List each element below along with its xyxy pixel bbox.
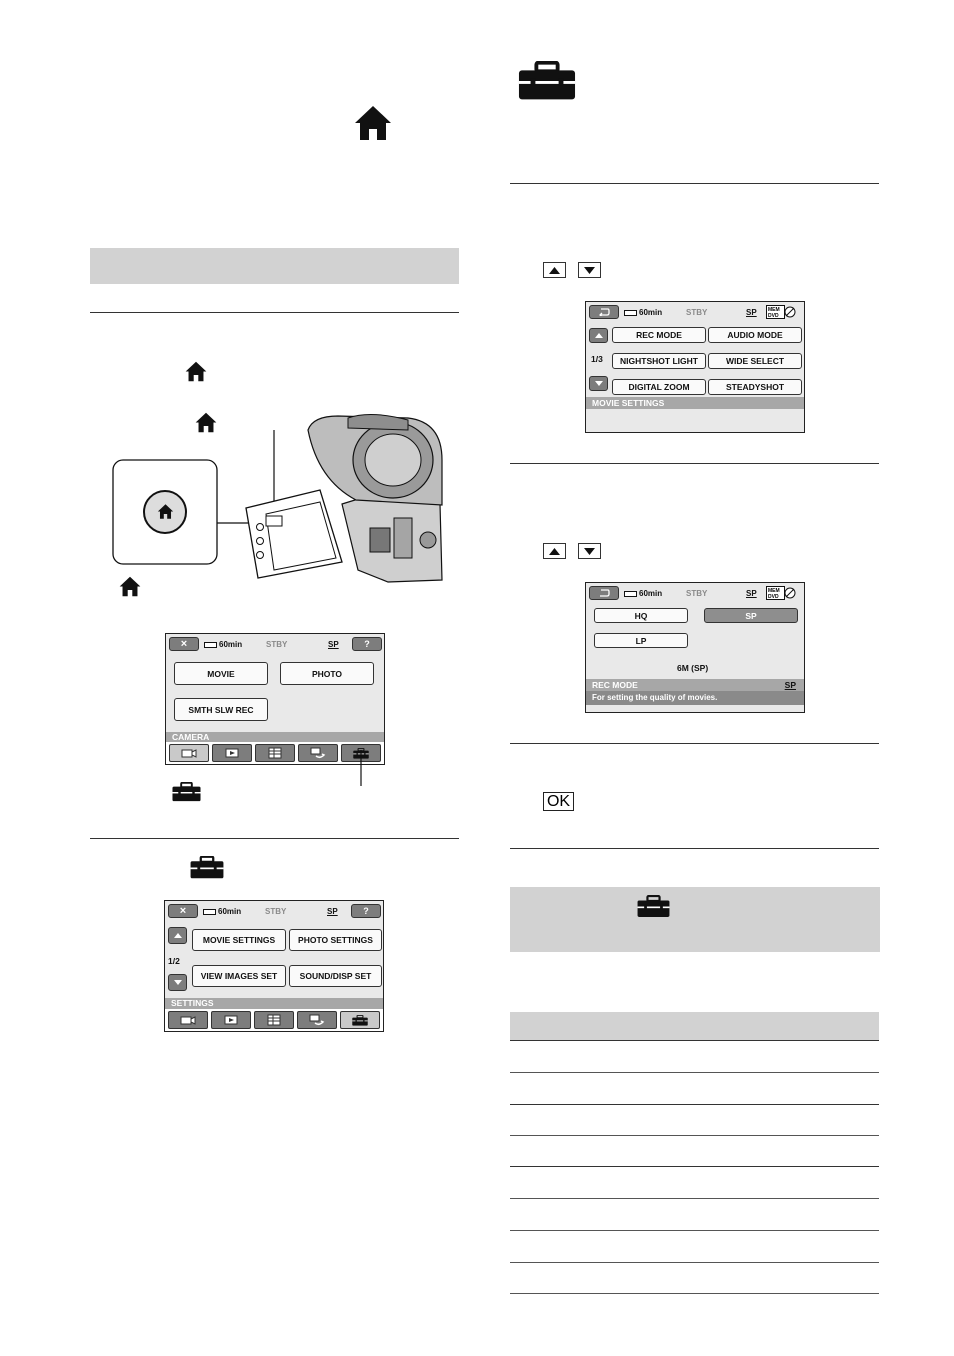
- table-header: [510, 1012, 879, 1040]
- menu-item-view-images-set[interactable]: VIEW IMAGES SET: [192, 965, 286, 987]
- svg-text:DVD: DVD: [768, 594, 779, 600]
- menu-item-movie-settings[interactable]: MOVIE SETTINGS: [192, 929, 286, 951]
- option-sp[interactable]: SP: [704, 608, 798, 623]
- menu-item-audio-mode[interactable]: AUDIO MODE: [708, 327, 802, 343]
- divider: [510, 183, 879, 184]
- menu-item-movie[interactable]: MOVIE: [174, 662, 268, 685]
- ok-button[interactable]: OK: [543, 792, 574, 811]
- tab-settings[interactable]: [340, 1011, 380, 1029]
- table-rule: [510, 1135, 879, 1136]
- up-arrow-icon: [549, 548, 560, 555]
- menu-item-photo[interactable]: PHOTO: [280, 662, 374, 685]
- section-header: [90, 248, 459, 284]
- toolbox-icon: [637, 895, 670, 918]
- divider: [90, 312, 459, 313]
- category-label: SETTINGS: [165, 998, 383, 1009]
- scroll-up-button[interactable]: [589, 328, 608, 343]
- menu-item-wide-select[interactable]: WIDE SELECT: [708, 353, 802, 369]
- tab-camera[interactable]: [168, 1011, 208, 1029]
- category-tabs: [166, 742, 384, 764]
- rec-mode-value: 6M (SP): [677, 663, 709, 673]
- page-indicator: 1/2: [168, 956, 180, 966]
- divider: [510, 848, 879, 849]
- home-menu-screen: [165, 633, 385, 765]
- scroll-down-button[interactable]: [168, 974, 187, 991]
- category-tabs: [165, 1009, 383, 1031]
- down-button[interactable]: [578, 262, 601, 278]
- rec-mode-description: For setting the quality of movies.: [586, 691, 804, 705]
- table-rule: [510, 1166, 879, 1167]
- close-button[interactable]: ×: [169, 637, 199, 651]
- menu-item-photo-settings[interactable]: PHOTO SETTINGS: [289, 929, 382, 951]
- up-button[interactable]: [543, 262, 566, 278]
- battery-icon: [203, 909, 217, 915]
- toolbox-icon: [518, 61, 576, 101]
- divider: [510, 463, 879, 464]
- tab-manage-media[interactable]: [298, 744, 338, 762]
- table-rule: [510, 1040, 879, 1041]
- menu-item-rec-mode[interactable]: REC MODE: [612, 327, 706, 343]
- section-header: [510, 887, 880, 952]
- divider: [90, 838, 459, 839]
- battery-time: 60min: [639, 308, 663, 317]
- back-button[interactable]: [589, 305, 619, 319]
- divider: [510, 743, 879, 744]
- home-icon: [118, 575, 142, 598]
- table-rule: [510, 1198, 879, 1199]
- menu-item-nightshot-light[interactable]: NIGHTSHOT LIGHT: [612, 353, 706, 369]
- tab-other[interactable]: [254, 1011, 294, 1029]
- rec-mode-badge: SP: [327, 907, 338, 916]
- table-rule: [510, 1072, 879, 1073]
- svg-text:DVD: DVD: [768, 313, 779, 319]
- battery-time: 60min: [639, 589, 663, 598]
- callout-line: [358, 750, 364, 786]
- home-icon: [184, 360, 208, 383]
- help-button[interactable]: ?: [352, 637, 382, 651]
- down-arrow-icon: [584, 548, 595, 555]
- tab-other[interactable]: [255, 744, 295, 762]
- toolbox-icon: [190, 856, 224, 879]
- rec-mode-badge: SP: [746, 308, 757, 317]
- scroll-up-button[interactable]: [168, 927, 187, 944]
- table-rule: [510, 1230, 879, 1231]
- table-rule: [510, 1293, 879, 1294]
- option-lp[interactable]: LP: [594, 633, 688, 648]
- option-hq[interactable]: HQ: [594, 608, 688, 623]
- svg-text:MEM: MEM: [768, 588, 780, 594]
- settings-menu-screen: [164, 900, 384, 1032]
- page-indicator: 1/3: [591, 354, 603, 364]
- toolbox-icon: [172, 782, 201, 802]
- media-icon: [766, 586, 796, 600]
- menu-item-digital-zoom[interactable]: DIGITAL ZOOM: [612, 379, 706, 395]
- tab-manage-media[interactable]: [297, 1011, 337, 1029]
- up-arrow-icon: [549, 267, 560, 274]
- rec-mode-title-text: REC MODE: [592, 680, 638, 690]
- status-stby: STBY: [266, 640, 288, 649]
- battery-icon: [204, 642, 218, 648]
- tab-view-images[interactable]: [211, 1011, 251, 1029]
- category-label: CAMERA: [166, 732, 384, 743]
- down-button[interactable]: [578, 543, 601, 559]
- scroll-down-button[interactable]: [589, 376, 608, 391]
- up-button[interactable]: [543, 543, 566, 559]
- rec-mode-screen: [585, 582, 805, 713]
- tab-view-images[interactable]: [212, 744, 252, 762]
- help-button[interactable]: ?: [351, 904, 381, 918]
- menu-item-sound-disp-set[interactable]: SOUND/DISP SET: [289, 965, 382, 987]
- movie-settings-screen: [585, 301, 805, 433]
- table-rule: [510, 1262, 879, 1263]
- table-rule: [510, 1104, 879, 1105]
- battery-time: 60min: [218, 907, 242, 916]
- status-stby: STBY: [686, 589, 708, 598]
- category-label: MOVIE SETTINGS: [586, 397, 804, 409]
- rec-mode-badge: SP: [746, 589, 757, 598]
- rec-mode-title-badge: SP: [784, 680, 796, 690]
- tab-camera[interactable]: [169, 744, 209, 762]
- rec-mode-badge: SP: [328, 640, 339, 649]
- status-stby: STBY: [686, 308, 708, 317]
- battery-time: 60min: [219, 640, 243, 649]
- menu-item-steadyshot[interactable]: STEADYSHOT: [708, 379, 802, 395]
- menu-item-smth-slw-rec[interactable]: SMTH SLW REC: [174, 698, 268, 721]
- camcorder-illustration: [108, 410, 448, 590]
- close-button[interactable]: ×: [168, 904, 198, 918]
- home-button-icon[interactable]: [157, 503, 174, 520]
- home-icon: [352, 103, 394, 143]
- battery-icon: [624, 591, 638, 597]
- back-button[interactable]: [589, 586, 619, 600]
- media-icon: [766, 305, 796, 319]
- battery-icon: [624, 310, 638, 316]
- status-stby: STBY: [265, 907, 287, 916]
- down-arrow-icon: [584, 267, 595, 274]
- rec-mode-title: [586, 679, 804, 691]
- svg-text:MEM: MEM: [768, 307, 780, 313]
